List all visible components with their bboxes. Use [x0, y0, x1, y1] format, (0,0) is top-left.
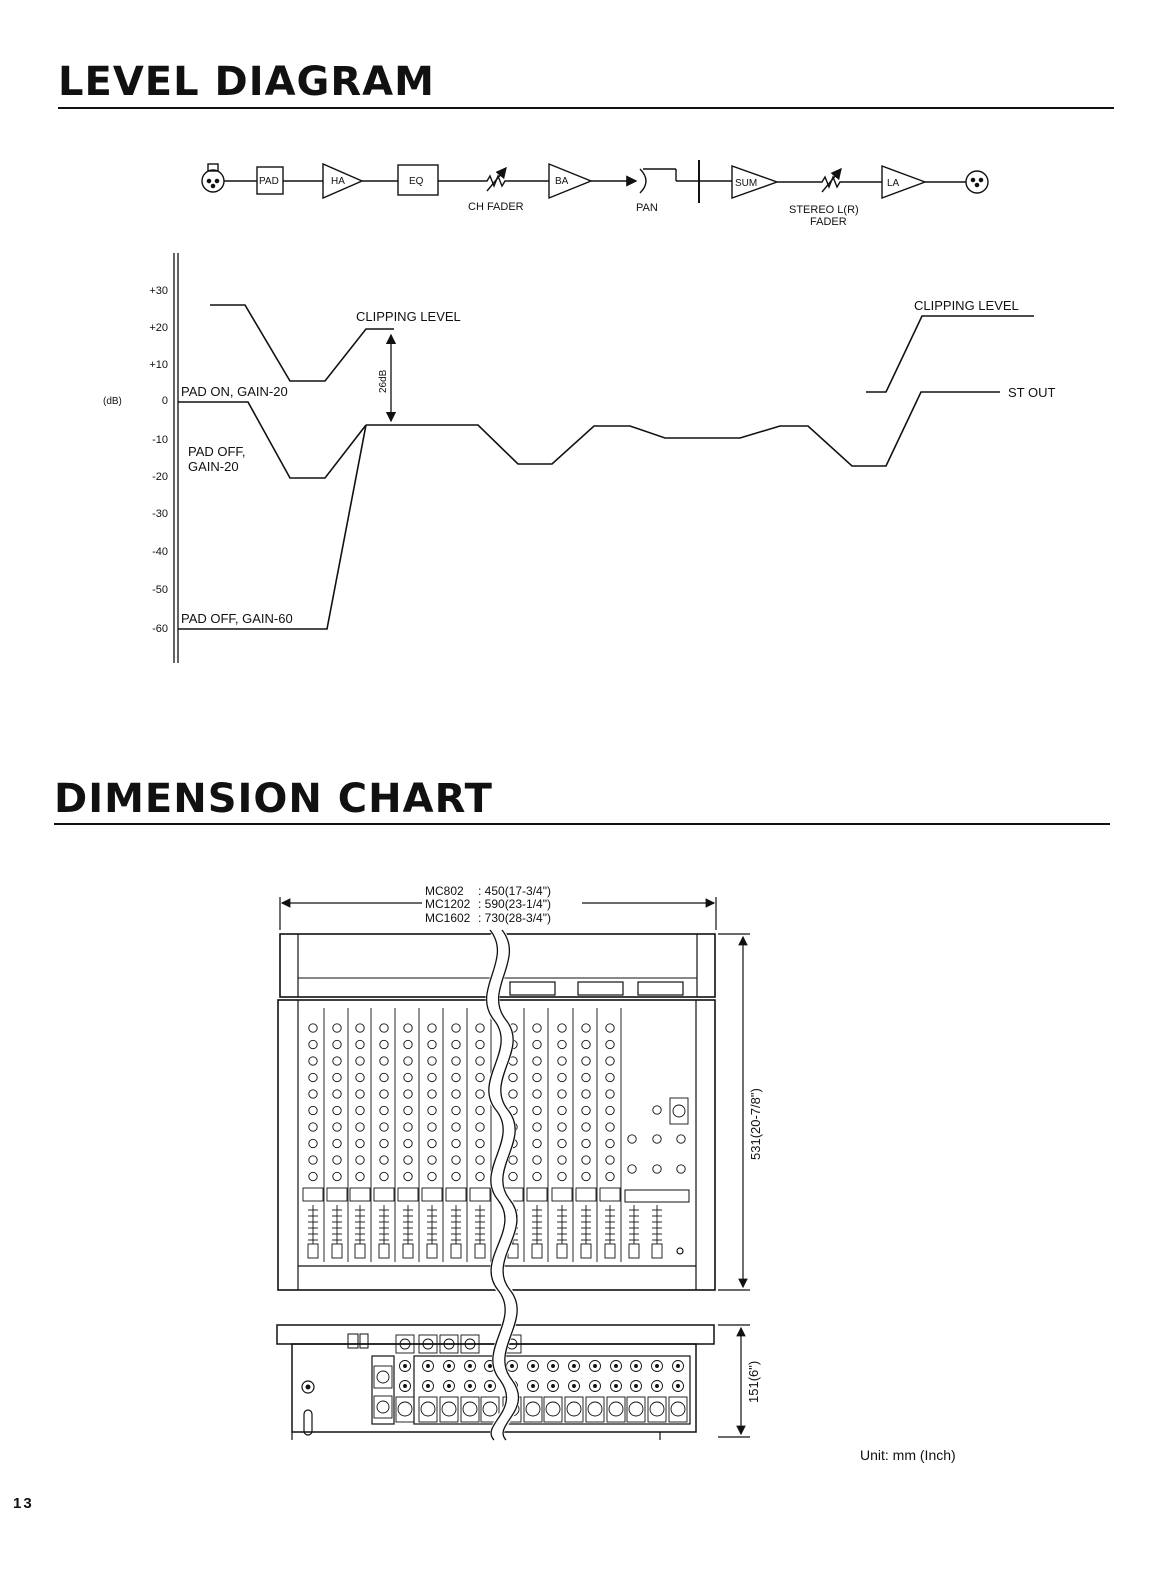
knob-icon	[380, 1172, 388, 1180]
fader-knob-icon	[532, 1244, 542, 1258]
xlr-jack-icon	[526, 1402, 540, 1416]
tick-label: -20	[152, 471, 168, 483]
xlr-jack-icon	[421, 1402, 435, 1416]
tick-label: +20	[149, 322, 168, 334]
channel-label-strip	[350, 1188, 370, 1201]
height-label: 151(6")	[746, 1360, 761, 1403]
fader-knob-icon	[332, 1244, 342, 1258]
master-section	[628, 1098, 688, 1258]
knob-icon	[404, 1106, 412, 1114]
knob-icon	[333, 1090, 341, 1098]
knob-icon	[452, 1123, 460, 1131]
channel-strip	[398, 1008, 419, 1262]
fader-knob-icon	[308, 1244, 318, 1258]
pad-off-label: GAIN-20	[188, 459, 239, 474]
knob-icon	[356, 1172, 364, 1180]
knob-icon	[428, 1040, 436, 1048]
knob-icon	[452, 1172, 460, 1180]
level-axis	[103, 253, 178, 663]
knob-icon	[428, 1156, 436, 1164]
xlr-jack-icon	[588, 1402, 602, 1416]
knob-icon	[558, 1090, 566, 1098]
knob-icon	[606, 1024, 614, 1032]
xlr-jack-icon	[544, 1397, 562, 1422]
channel-strip	[470, 1008, 491, 1262]
ch-fader-caption: CH FADER	[468, 201, 524, 213]
headroom-label: 26dB	[378, 369, 389, 393]
fader-knob-icon	[581, 1244, 591, 1258]
channel-label-strip	[374, 1188, 394, 1201]
pad-on-label: PAD ON, GAIN-20	[181, 384, 288, 399]
knob-icon	[582, 1073, 590, 1081]
knob-icon	[677, 1165, 685, 1173]
channel-strip	[576, 1008, 597, 1262]
width-value: : 450(17-3/4")	[478, 884, 551, 898]
channel-strip	[422, 1008, 443, 1262]
stereo-fader-caption: FADER	[810, 216, 847, 228]
knob-icon	[309, 1024, 317, 1032]
clipping-level-label: CLIPPING LEVEL	[356, 309, 461, 324]
tick-label: -10	[152, 434, 168, 446]
knob-icon	[558, 1139, 566, 1147]
knob-icon	[628, 1165, 636, 1173]
dimension-chart-title: DIMENSION CHART	[54, 776, 493, 822]
knob-icon	[558, 1106, 566, 1114]
fader-knob-icon	[451, 1244, 461, 1258]
knob-icon	[476, 1024, 484, 1032]
width-model: MC802	[425, 884, 464, 898]
knob-icon	[606, 1139, 614, 1147]
channel-label-strip	[422, 1188, 442, 1201]
knob-icon	[309, 1073, 317, 1081]
knob-icon	[533, 1156, 541, 1164]
knob-icon	[509, 1172, 517, 1180]
knob-icon	[533, 1090, 541, 1098]
xlr-jack-icon	[669, 1397, 687, 1422]
knob-icon	[380, 1057, 388, 1065]
knob-icon	[582, 1090, 590, 1098]
knob-icon	[606, 1057, 614, 1065]
knob-icon	[356, 1106, 364, 1114]
knob-icon	[380, 1090, 388, 1098]
xlr-jack-icon	[396, 1397, 414, 1422]
knob-icon	[404, 1024, 412, 1032]
knob-icon	[428, 1057, 436, 1065]
knob-icon	[356, 1090, 364, 1098]
depth-label: 531(20-7/8")	[748, 1088, 763, 1160]
tick-label: 0	[161, 395, 168, 407]
knob-icon	[356, 1139, 364, 1147]
knob-icon	[476, 1057, 484, 1065]
headphone-jack-icon	[673, 1105, 685, 1117]
knob-icon	[628, 1135, 636, 1143]
clipping-level-label: CLIPPING LEVEL	[914, 298, 1019, 313]
knob-icon	[582, 1172, 590, 1180]
knob-icon	[582, 1040, 590, 1048]
knob-icon	[428, 1073, 436, 1081]
knob-icon	[309, 1090, 317, 1098]
knob-icon	[333, 1156, 341, 1164]
xlr-jack-icon	[463, 1402, 477, 1416]
channel-label-strip	[446, 1188, 466, 1201]
knob-icon	[606, 1156, 614, 1164]
channel-label-strip	[552, 1188, 572, 1201]
ha-label: HA	[331, 176, 345, 187]
knob-icon	[333, 1057, 341, 1065]
knob-icon	[309, 1057, 317, 1065]
xlr-jack-icon	[546, 1402, 560, 1416]
eq-label: EQ	[409, 176, 424, 187]
knob-icon	[582, 1156, 590, 1164]
channel-label-strip	[303, 1188, 323, 1201]
knob-icon	[533, 1139, 541, 1147]
stereo-fader-caption: STEREO L(R)	[789, 204, 859, 216]
knob-icon	[582, 1139, 590, 1147]
knob-icon	[606, 1172, 614, 1180]
knob-icon	[333, 1024, 341, 1032]
knob-icon	[309, 1156, 317, 1164]
unit-note: Unit: mm (Inch)	[860, 1447, 956, 1463]
knob-icon	[533, 1073, 541, 1081]
xlr-jack-icon	[650, 1402, 664, 1416]
knob-icon	[476, 1172, 484, 1180]
tick-label: +30	[149, 285, 168, 297]
knob-icon	[509, 1090, 517, 1098]
xlr-output-icon	[966, 171, 988, 193]
knob-icon	[653, 1165, 661, 1173]
knob-icon	[404, 1172, 412, 1180]
level-diagram-title: LEVEL DIAGRAM	[58, 59, 435, 105]
knob-icon	[558, 1172, 566, 1180]
knob-icon	[533, 1172, 541, 1180]
clipping-level-output-line	[866, 316, 1034, 392]
fader-knob-icon	[403, 1244, 413, 1258]
tick-label: +10	[149, 359, 168, 371]
knob-icon	[428, 1106, 436, 1114]
pan-caption: PAN	[636, 202, 658, 214]
knob-icon	[380, 1106, 388, 1114]
level-curves	[178, 305, 1034, 629]
xlr-jack-icon	[609, 1402, 623, 1416]
knob-icon	[533, 1106, 541, 1114]
width-model: MC1602	[425, 911, 471, 925]
knob-icon	[582, 1024, 590, 1032]
knob-icon	[356, 1057, 364, 1065]
channel-label-strip	[527, 1188, 547, 1201]
knob-icon	[309, 1106, 317, 1114]
knob-icon	[582, 1123, 590, 1131]
knob-icon	[476, 1073, 484, 1081]
fader-knob-icon	[475, 1244, 485, 1258]
xlr-jack-icon	[671, 1402, 685, 1416]
fader-knob-icon	[355, 1244, 365, 1258]
tick-label: -50	[152, 584, 168, 596]
knob-icon	[476, 1040, 484, 1048]
break-line	[493, 930, 513, 1440]
knob-icon	[428, 1172, 436, 1180]
stereo-fader-icon	[817, 169, 845, 192]
knob-icon	[533, 1040, 541, 1048]
knob-icon	[606, 1073, 614, 1081]
rear-jacks	[374, 1335, 687, 1422]
knob-icon	[428, 1123, 436, 1131]
st-out-label: ST OUT	[1008, 385, 1056, 400]
knob-icon	[558, 1156, 566, 1164]
channel-strip	[350, 1008, 371, 1262]
channel-strip	[327, 1008, 348, 1262]
channel-strips	[303, 1008, 621, 1262]
knob-icon	[404, 1090, 412, 1098]
width-model: MC1202	[425, 897, 471, 911]
knob-icon	[404, 1156, 412, 1164]
knob-icon	[509, 1156, 517, 1164]
xlr-jack-icon	[419, 1397, 437, 1422]
knob-icon	[356, 1123, 364, 1131]
knob-icon	[333, 1139, 341, 1147]
knob-icon	[333, 1123, 341, 1131]
page-number: 13	[13, 1495, 34, 1512]
channel-label-strip	[398, 1188, 418, 1201]
knob-icon	[333, 1040, 341, 1048]
knob-icon	[653, 1135, 661, 1143]
channel-label-strip	[600, 1188, 620, 1201]
xlr-jack-icon	[586, 1397, 604, 1422]
xlr-jack-icon	[442, 1402, 456, 1416]
knob-icon	[533, 1024, 541, 1032]
knob-icon	[356, 1024, 364, 1032]
signal-flow	[202, 160, 988, 203]
fader-knob-icon	[629, 1244, 639, 1258]
knob-icon	[404, 1040, 412, 1048]
channel-strip	[303, 1008, 324, 1262]
knob-icon	[380, 1156, 388, 1164]
xlr-jack-icon	[524, 1397, 542, 1422]
knob-icon	[380, 1040, 388, 1048]
knob-icon	[404, 1123, 412, 1131]
knob-icon	[533, 1057, 541, 1065]
la-label: LA	[887, 178, 900, 189]
channel-label-strip	[327, 1188, 347, 1201]
knob-icon	[452, 1090, 460, 1098]
sum-label: SUM	[735, 178, 758, 189]
xlr-jack-icon	[627, 1397, 645, 1422]
knob-icon	[558, 1024, 566, 1032]
knob-icon	[558, 1073, 566, 1081]
knob-icon	[356, 1156, 364, 1164]
knob-icon	[333, 1172, 341, 1180]
channel-strip	[600, 1008, 621, 1262]
channel-label-strip	[576, 1188, 596, 1201]
knob-icon	[606, 1090, 614, 1098]
xlr-jack-icon	[607, 1397, 625, 1422]
xlr-jack-icon	[398, 1402, 412, 1416]
pad-off-label: PAD OFF,	[188, 444, 246, 459]
knob-icon	[404, 1057, 412, 1065]
knob-icon	[582, 1057, 590, 1065]
knob-icon	[380, 1139, 388, 1147]
fader-knob-icon	[605, 1244, 615, 1258]
fader-knob-icon	[652, 1244, 662, 1258]
ch-fader-icon	[481, 168, 510, 191]
knob-icon	[476, 1156, 484, 1164]
xlr-jack-icon	[565, 1397, 583, 1422]
fader-knob-icon	[557, 1244, 567, 1258]
knob-icon	[677, 1135, 685, 1143]
knob-icon	[476, 1106, 484, 1114]
width-value: : 590(23-1/4")	[478, 897, 551, 911]
knob-icon	[558, 1040, 566, 1048]
knob-icon	[452, 1073, 460, 1081]
knob-icon	[428, 1090, 436, 1098]
knob-icon	[558, 1123, 566, 1131]
ba-label: BA	[555, 176, 569, 187]
width-value: : 730(28-3/4")	[478, 911, 551, 925]
depth-dimension-line	[718, 934, 750, 1290]
knob-icon	[309, 1040, 317, 1048]
knob-icon	[653, 1106, 661, 1114]
knob-icon	[380, 1024, 388, 1032]
knob-icon	[333, 1073, 341, 1081]
xlr-jack-icon	[629, 1402, 643, 1416]
pad-off-60-label: PAD OFF, GAIN-60	[181, 611, 293, 626]
xlr-jack-icon	[483, 1402, 497, 1416]
knob-icon	[309, 1172, 317, 1180]
knob-icon	[452, 1139, 460, 1147]
knob-icon	[428, 1024, 436, 1032]
knob-icon	[356, 1073, 364, 1081]
xlr-jack-icon	[648, 1397, 666, 1422]
pad-label: PAD	[259, 176, 279, 187]
knob-icon	[452, 1106, 460, 1114]
knob-icon	[452, 1024, 460, 1032]
tick-label: -60	[152, 623, 168, 635]
knob-icon	[428, 1139, 436, 1147]
knob-icon	[309, 1123, 317, 1131]
knob-icon	[582, 1106, 590, 1114]
tick-label: -30	[152, 508, 168, 520]
tick-label: -40	[152, 546, 168, 558]
channel-strip	[446, 1008, 467, 1262]
knob-icon	[309, 1139, 317, 1147]
master-fader	[629, 1205, 639, 1258]
xlr-input-icon	[202, 164, 224, 192]
knob-icon	[404, 1139, 412, 1147]
signal-path-line	[366, 392, 1000, 466]
knob-icon	[558, 1057, 566, 1065]
fader-knob-icon	[379, 1244, 389, 1258]
channel-strip	[552, 1008, 573, 1262]
channel-strip	[374, 1008, 395, 1262]
xlr-jack-icon	[461, 1397, 479, 1422]
knob-icon	[333, 1106, 341, 1114]
knob-icon	[356, 1040, 364, 1048]
axis-unit-label: (dB)	[103, 396, 122, 407]
knob-icon	[380, 1073, 388, 1081]
master-fader	[652, 1205, 662, 1258]
knob-icon	[452, 1057, 460, 1065]
pan-icon	[640, 160, 732, 203]
knob-icon	[476, 1090, 484, 1098]
knob-icon	[452, 1040, 460, 1048]
knob-icon	[533, 1123, 541, 1131]
knob-icon	[606, 1040, 614, 1048]
knob-icon	[452, 1156, 460, 1164]
knob-icon	[606, 1123, 614, 1131]
knob-icon	[606, 1106, 614, 1114]
knob-icon	[404, 1073, 412, 1081]
fader-knob-icon	[427, 1244, 437, 1258]
channel-strip	[527, 1008, 548, 1262]
knob-icon	[476, 1139, 484, 1147]
knob-icon	[380, 1123, 388, 1131]
knob-icon	[509, 1073, 517, 1081]
xlr-jack-icon	[440, 1397, 458, 1422]
knob-icon	[476, 1123, 484, 1131]
channel-label-strip	[470, 1188, 490, 1201]
xlr-jack-icon	[567, 1402, 581, 1416]
